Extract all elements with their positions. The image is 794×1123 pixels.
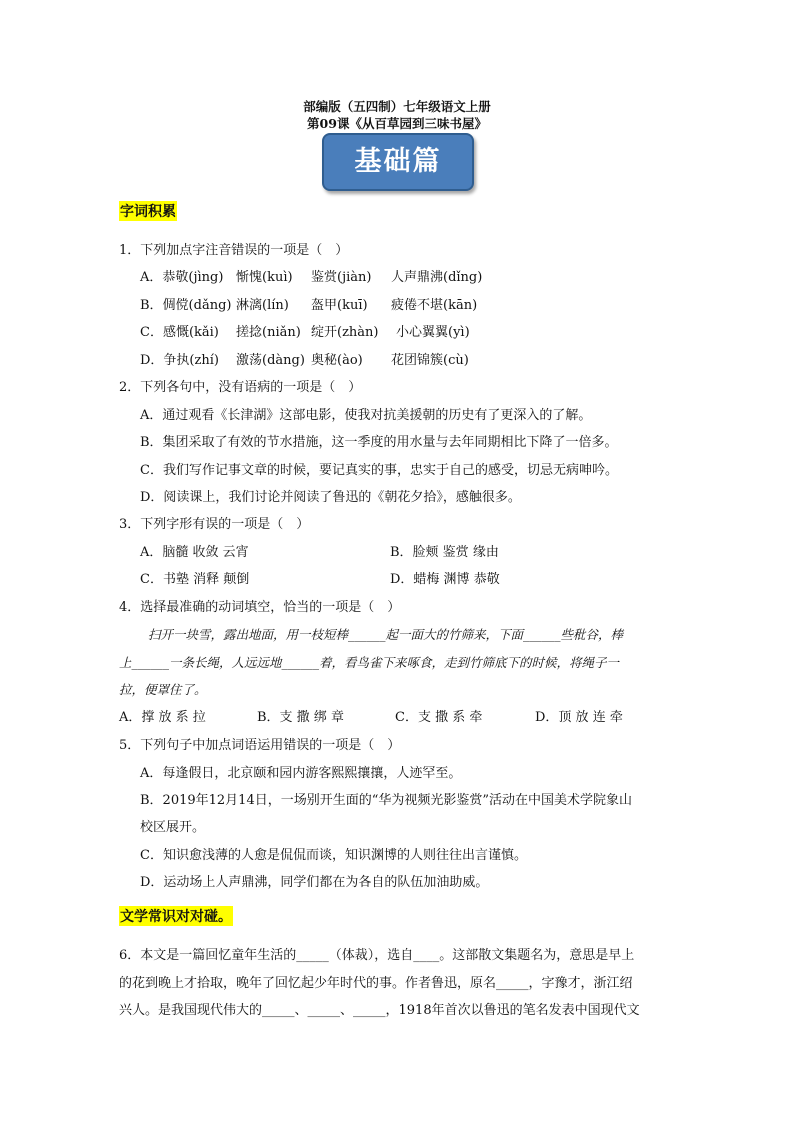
- question-4-option-d: D．顶 放 连 牵: [535, 710, 623, 725]
- question-2-option-b: B．集团采取了有效的节水措施，这一季度的用水量与去年同期相比下降了一倍多。: [140, 435, 618, 450]
- question-4-passage-line1: 扫开一块雪，露出地面，用一枝短棒______起一面大的竹筛来，下面______些秕谷，棒: [148, 627, 624, 642]
- question-1-option-d: [140, 349, 469, 368]
- doc-title-line1: 部编版（五四制）七年级语文上册: [303, 99, 491, 114]
- option-item: D．争执(zhí): [140, 353, 219, 368]
- question-2-option-d: D．阅读课上，我们讨论并阅读了鲁迅的《朝花夕拾》，感触很多。: [140, 490, 521, 505]
- level-badge: 基础篇: [322, 133, 474, 191]
- question-4-passage-line3: 拉，便罩住了。: [119, 682, 207, 697]
- option-item: 花团锦簇(cù): [391, 353, 469, 368]
- question-1-option-a: [140, 266, 482, 285]
- option-item: 小心翼翼(yì): [396, 325, 470, 340]
- option-item: 惭愧(kuì): [236, 270, 293, 285]
- question-2-stem: 2．下列各句中，没有语病的一项是（ ）: [119, 380, 362, 395]
- question-4-option-c: C．支 撒 系 牵: [395, 710, 483, 725]
- section-heading-vocab: 字词积累: [119, 201, 177, 221]
- option-item: 激荡(dàng): [236, 353, 305, 368]
- question-3-options-ab: [140, 541, 640, 560]
- option-item: C．感慨(kǎi): [140, 325, 219, 340]
- question-1-option-b: [140, 294, 477, 313]
- question-3-option-b: B．脸颊 鉴赏 缘由: [390, 545, 499, 560]
- question-1-option-c: [140, 321, 470, 340]
- option-item: 搓捻(niǎn): [236, 325, 301, 340]
- question-5-option-a: A．每逢假日，北京颐和园内游客熙熙攘攘，人迹罕至。: [140, 766, 462, 781]
- option-item: 淋漓(lín): [236, 298, 289, 313]
- question-6-line1: 6．本文是一篇回忆童年生活的_____（体裁），选自____。这部散文集题名为，意思是早上: [119, 948, 635, 963]
- question-4-stem: 4．选择最准确的动词填空，恰当的一项是（ ）: [119, 600, 401, 615]
- question-3-option-a: A．脑髓 收敛 云宵: [140, 545, 249, 560]
- question-3-option-c: C．书塾 消释 颠倒: [140, 572, 250, 587]
- question-4-option-a: A．撑 放 系 拉: [119, 710, 206, 725]
- question-5-option-b-line2: 校区展开。: [140, 820, 206, 835]
- question-5-stem: 5．下列句子中加点词语运用错误的一项是（ ）: [119, 738, 401, 753]
- question-1-stem: 1．下列加点字注音错误的一项是（ ）: [119, 243, 349, 258]
- option-item: 盔甲(kuī): [311, 298, 368, 313]
- question-3-options-cd: [140, 568, 640, 587]
- section-heading-literature: 文学常识对对碰。: [119, 906, 233, 926]
- option-item: 人声鼎沸(dǐng): [391, 270, 483, 285]
- option-item: 鉴赏(jiàn): [311, 270, 372, 285]
- question-3-stem: 3．下列字形有误的一项是（ ）: [119, 517, 310, 532]
- doc-title-line2: 第09课《从百草园到三味书屋》: [307, 116, 487, 131]
- question-4-passage-line2: 上______一条长绳，人远远地______着，看鸟雀下来啄食，走到竹筛底下的时候，将绳子一: [119, 655, 620, 670]
- option-item: 奥秘(ào): [311, 353, 363, 368]
- question-2-option-c: C．我们写作记事文章的时候，要记真实的事，忠实于自己的感受，切忌无病呻吟。: [140, 463, 618, 478]
- option-item: 绽开(zhàn): [311, 325, 379, 340]
- question-5-option-b-line1: B．2019年12月14日，一场别开生面的“华为视频光影鉴赏”活动在中国美术学院象山: [140, 793, 633, 808]
- option-item: 疲倦不堪(kān): [391, 298, 478, 313]
- question-2-option-a: A．通过观看《长津湖》这部电影，使我对抗美援朝的历史有了更深入的了解。: [140, 408, 592, 423]
- question-6-line3: 兴人。是我国现代伟大的_____、_____、_____，1918年首次以鲁迅的笔名发表中国现代文: [119, 1003, 640, 1018]
- option-item: B．倜傥(dǎng): [140, 298, 232, 313]
- question-5-option-c: C．知识愈浅薄的人愈是侃侃而谈，知识渊博的人则往往出言谨慎。: [140, 848, 527, 863]
- question-4-option-b: B．支 撒 绑 章: [257, 710, 344, 725]
- option-item: A．恭敬(jìng): [140, 270, 224, 285]
- question-5-option-d: D．运动场上人声鼎沸，同学们都在为各自的队伍加油助威。: [140, 875, 489, 890]
- question-3-option-d: D．蜡梅 渊博 恭敬: [390, 572, 500, 587]
- question-6-line2: 的花到晚上才拾取，晚年了回忆起少年时代的事。作者鲁迅，原名_____，字豫才，浙江绍: [119, 976, 633, 991]
- question-4-options: [119, 706, 623, 725]
